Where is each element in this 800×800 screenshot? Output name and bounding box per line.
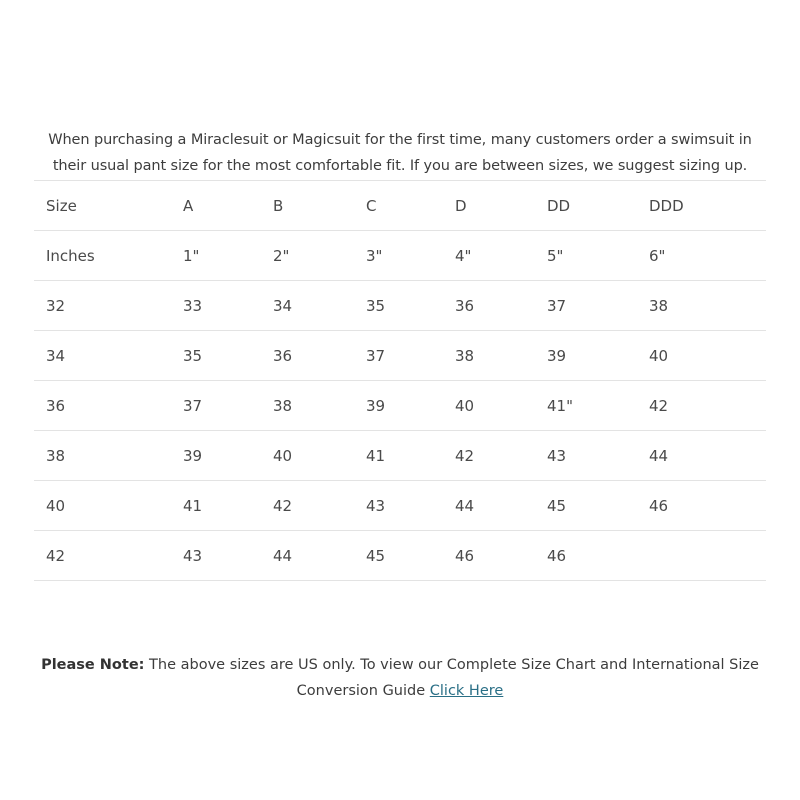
table-row	[34, 481, 766, 531]
note-label: Please Note:	[41, 656, 145, 673]
table-cell: 3"	[354, 231, 443, 281]
table-cell: 42	[637, 381, 766, 431]
table-cell: 38	[443, 331, 535, 381]
table-cell: 42	[443, 431, 535, 481]
table-cell: 43	[171, 531, 261, 581]
table-row	[34, 231, 766, 281]
table-cell: 44	[637, 431, 766, 481]
table-cell: 40	[443, 381, 535, 431]
table-cell: 44	[443, 481, 535, 531]
table-cell: 34	[261, 281, 354, 331]
table-cell: 35	[171, 331, 261, 381]
table-cell: 36	[261, 331, 354, 381]
table-cell: 1"	[171, 231, 261, 281]
table-cell: 45	[535, 481, 637, 531]
table-cell: 41"	[535, 381, 637, 431]
table-cell: 38	[637, 281, 766, 331]
size-note	[34, 652, 766, 704]
table-row	[34, 381, 766, 431]
table-cell: 41	[171, 481, 261, 531]
table-header-cell: Size	[34, 181, 171, 231]
table-header-cell: DDD	[637, 181, 766, 231]
table-cell: 40	[261, 431, 354, 481]
table-cell: 5"	[535, 231, 637, 281]
table-cell: 38	[34, 431, 171, 481]
click-here-link[interactable]: Click Here	[429, 682, 504, 699]
table-cell: 39	[535, 331, 637, 381]
table-cell: 46	[535, 531, 637, 581]
intro-text: When purchasing a Miraclesuit or Magicsuit for the first time, many customers order a swimsuit in their usual pant size for the most comfortable fit. If you are between sizes, we suggest sizing up.	[48, 131, 752, 174]
table-cell	[637, 531, 766, 581]
table-header-row	[34, 181, 766, 231]
table-cell: 36	[443, 281, 535, 331]
table-cell: 35	[354, 281, 443, 331]
table-cell: 43	[354, 481, 443, 531]
size-table	[34, 180, 766, 581]
table-row	[34, 331, 766, 381]
table-cell: 4"	[443, 231, 535, 281]
table-cell: 32	[34, 281, 171, 331]
table-cell: Inches	[34, 231, 171, 281]
table-header-cell: DD	[535, 181, 637, 231]
table-cell: 46	[443, 531, 535, 581]
table-header-cell: A	[171, 181, 261, 231]
note-text: The above sizes are US only. To view our Complete Size Chart and International Size Conversion Guide	[144, 656, 759, 699]
table-cell: 42	[261, 481, 354, 531]
table-cell: 40	[637, 331, 766, 381]
table-cell: 2"	[261, 231, 354, 281]
table-cell: 37	[535, 281, 637, 331]
table-header-cell: B	[261, 181, 354, 231]
table-cell: 38	[261, 381, 354, 431]
table-header-cell: C	[354, 181, 443, 231]
table-row	[34, 431, 766, 481]
table-row	[34, 281, 766, 331]
table-cell: 6"	[637, 231, 766, 281]
table-cell: 36	[34, 381, 171, 431]
table-cell: 39	[354, 381, 443, 431]
table-cell: 46	[637, 481, 766, 531]
table-cell: 33	[171, 281, 261, 331]
table-cell: 44	[261, 531, 354, 581]
table-row	[34, 531, 766, 581]
table-cell: 37	[171, 381, 261, 431]
table-cell: 40	[34, 481, 171, 531]
table-cell: 34	[34, 331, 171, 381]
table-cell: 45	[354, 531, 443, 581]
table-cell: 37	[354, 331, 443, 381]
table-cell: 41	[354, 431, 443, 481]
table-cell: 42	[34, 531, 171, 581]
table-cell: 43	[535, 431, 637, 481]
table-header-cell: D	[443, 181, 535, 231]
table-cell: 39	[171, 431, 261, 481]
